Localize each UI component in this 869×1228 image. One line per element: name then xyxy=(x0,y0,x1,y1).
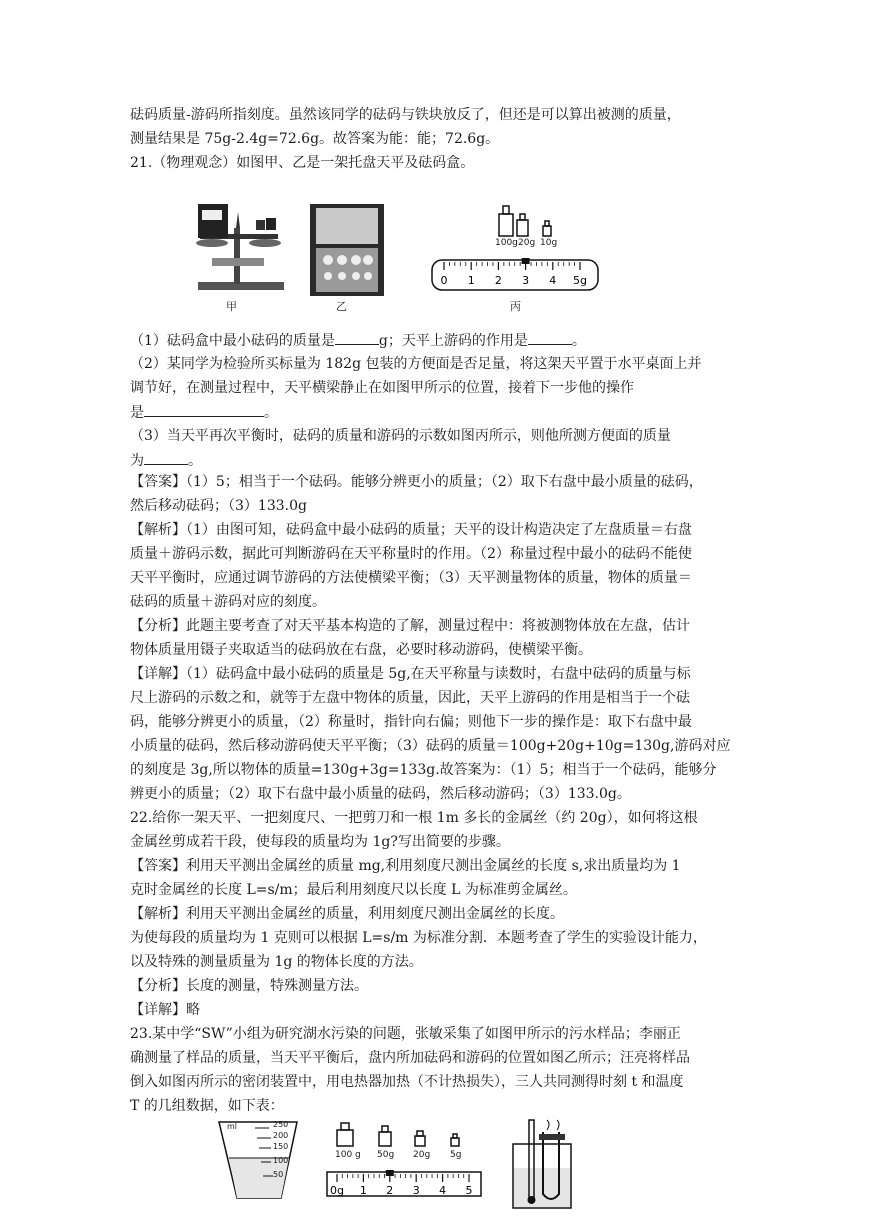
cylinder-mark: 100 xyxy=(273,1156,289,1165)
part-3-line: （3）当天平再次平衡时，砝码的质量和游码的示数如图丙所示，则他所测方便面的质量 xyxy=(130,428,671,444)
analysis-22-line: 为使每段的质量均为 1 克则可以根据 L=s/m 为标准分割．本题考查了学生的实验设计能力， xyxy=(130,930,707,946)
weight-label: 10g xyxy=(540,238,558,248)
part-2-line: （2）某同学为检验所买标量为 182g 包装的方便面是否足量，将这架天平置于水平桌面上并 xyxy=(130,356,702,372)
question-22-line: 22.给你一架天平、一把刻度尺、一把剪刀和一根 1m 多长的金属丝（约 20g），如何将这根 xyxy=(130,810,698,826)
weight-label: 50g xyxy=(377,1150,395,1160)
caption-bing: 丙 xyxy=(510,300,521,313)
ruler-image xyxy=(325,1170,485,1200)
caption-yi: 乙 xyxy=(336,300,347,313)
part-1: （1）砝码盒中最小砝码的质量是 g；天平上游码的作用是 。 xyxy=(130,330,586,352)
detail-line: 小质量的砝码，然后移动游码使天平平衡；（3）砝码的质量＝100g+20g+10g=130g,游码对应 xyxy=(130,738,731,754)
rider-marker xyxy=(522,258,530,264)
detail-line: 码，能够分辨更小的质量，（2）称量时，指针向右偏；则他下一步的操作是：取下右盘中最 xyxy=(130,714,692,730)
question-21-title: 21.（物理观念）如图甲、乙是一架托盘天平及砝码盒。 xyxy=(130,155,475,171)
analysis-22-line: 以及特殊的测量质量为 1g 的物体长度的方法。 xyxy=(130,954,423,970)
text-line: 测量结果是 75g-2.4g=72.6g。故答案为能：能；72.6g。 xyxy=(130,131,500,147)
question-23-line: 23.某中学“SW”小组为研究湖水污染的问题，张敏采集了如图甲所示的污水样品；李丽正 xyxy=(130,1026,681,1042)
figure-21 xyxy=(190,198,610,318)
ruler-tick-label: 1 xyxy=(359,1184,367,1197)
ruler-tick-label: 2 xyxy=(494,274,502,287)
analysis-line: 砝码的质量＋游码对应的刻度。 xyxy=(130,594,326,610)
ruler-tick-label: 4 xyxy=(549,274,557,287)
cylinder-mark: 50 xyxy=(273,1170,284,1179)
cylinder-mark: 200 xyxy=(273,1131,289,1140)
question-22-line: 金属丝剪成若干段，使每段的质量均为 1g?写出简要的步骤。 xyxy=(130,834,510,850)
analysis-line: 天平平衡时，应通过调节游码的方法使横梁平衡；（3）天平测量物体的质量，物体的质量＝ xyxy=(130,570,692,586)
cylinder-mark: 250 xyxy=(273,1120,289,1129)
part-3-line: 为 。 xyxy=(130,450,202,472)
ruler-tick-label: 3 xyxy=(412,1184,420,1197)
answer-line: 然后移动砝码；（3）133.0g xyxy=(130,498,307,514)
weights-image xyxy=(333,1120,473,1150)
part-2-line: 调节好，在测量过程中，天平横梁静止在如图甲所示的位置，接着下一步他的操作 xyxy=(130,380,634,396)
weight-label: 100 g xyxy=(335,1150,361,1160)
fenxi-line: 【分析】此题主要考查了对天平基本构造的了解，测量过程中：将被测物体放在左盘，估计 xyxy=(130,618,690,634)
analysis-line: 【解析】（1）由图可知，砝码盒中最小砝码的质量；天平的设计构造决定了左盘质量＝右盘 xyxy=(130,522,692,538)
ruler-tick-label: 4 xyxy=(439,1184,447,1197)
analysis-22-line: 【解析】利用天平测出金属丝的质量，利用刻度尺测出金属丝的长度。 xyxy=(130,906,564,922)
answer-blank[interactable] xyxy=(528,330,572,345)
answer-line: 【答案】（1）5；相当于一个砝码。能够分辨更小的质量；（2）取下右盘中最小质量的砝码， xyxy=(130,474,703,490)
detail-line: 尺上游码的示数之和，就等于左盘中物体的质量，因此，天平上游码的作用是相当于一个砝 xyxy=(130,690,690,706)
ruler-tick-label: 5g xyxy=(573,274,587,287)
weight-box-image xyxy=(308,202,386,302)
answer-blank[interactable] xyxy=(335,330,379,345)
balance-image xyxy=(190,198,290,298)
question-23-line: 确测量了样品的质量，当天平平衡后，盘内所加砝码和游码的位置如图乙所示；汪亮将样品 xyxy=(130,1050,690,1066)
weight-label: 5g xyxy=(450,1150,462,1160)
rider-marker xyxy=(386,1170,394,1176)
detail-line: 辨更小的质量；（2）取下右盘中最小质量的砝码，然后移动游码；（3）133.0g。 xyxy=(130,786,631,802)
detail-22-line: 【详解】略 xyxy=(130,1002,200,1018)
weight-label: 20g xyxy=(413,1150,431,1160)
answer-blank[interactable] xyxy=(144,402,264,417)
ruler-tick-label: 1 xyxy=(467,274,475,287)
fenxi-22-line: 【分析】长度的测量，特殊测量方法。 xyxy=(130,978,368,994)
detail-line: 【详解】（1）砝码盒中最小砝码的质量是 5g,在天平称量与读数时，右盘中砝码的质量与标 xyxy=(130,666,691,682)
cylinder-mark: 150 xyxy=(273,1142,289,1151)
fenxi-line: 物体质量用镊子夹取适当的砝码放在右盘，必要时移动游码，使横梁平衡。 xyxy=(130,642,592,658)
question-23-line: T 的几组数据，如下表： xyxy=(130,1098,284,1114)
ruler-tick-label: 0g xyxy=(330,1184,344,1197)
answer-blank[interactable] xyxy=(144,450,188,465)
figure-23 xyxy=(215,1118,595,1226)
part-2-line: 是 。 xyxy=(130,402,278,424)
answer-22-line: 克时金属丝的长度 L=s/m；最后利用刻度尺以长度 L 为标准剪金属丝。 xyxy=(130,882,577,898)
measuring-cup-image xyxy=(215,1118,305,1208)
ruler-tick-label: 0 xyxy=(440,274,448,287)
heating-device-image xyxy=(507,1118,577,1224)
ruler-image xyxy=(430,258,602,294)
question-23-line: 倒入如图丙所示的密闭装置中，用电热器加热（不计热损失），三人共同测得时刻 t 和温度 xyxy=(130,1074,684,1090)
ruler-tick-label: 2 xyxy=(386,1184,394,1197)
answer-22-line: 【答案】利用天平测出金属丝的质量 mg,利用刻度尺测出金属丝的长度 s,求出质量均为 1 xyxy=(130,858,681,874)
ruler-tick-label: 5 xyxy=(465,1184,473,1197)
ruler-tick-label: 3 xyxy=(522,274,530,287)
detail-line: 的刻度是 3g,所以物体的质量=130g+3g=133g.故答案为：（1）5；相当于一个砝码，能够分 xyxy=(130,762,717,778)
analysis-line: 质量＋游码示数，据此可判断游码在天平称量时的作用。（2）称量过程中最小的砝码不能使 xyxy=(130,546,692,562)
weight-label: 100g xyxy=(495,238,518,248)
cylinder-unit: ml xyxy=(227,1122,238,1131)
text-line: 砝码质量-游码所指刻度。虽然该同学的砝码与铁块放反了，但还是可以算出被测的质量， xyxy=(130,107,681,123)
caption-jia: 甲 xyxy=(226,300,237,313)
weight-label: 20g xyxy=(518,238,536,248)
